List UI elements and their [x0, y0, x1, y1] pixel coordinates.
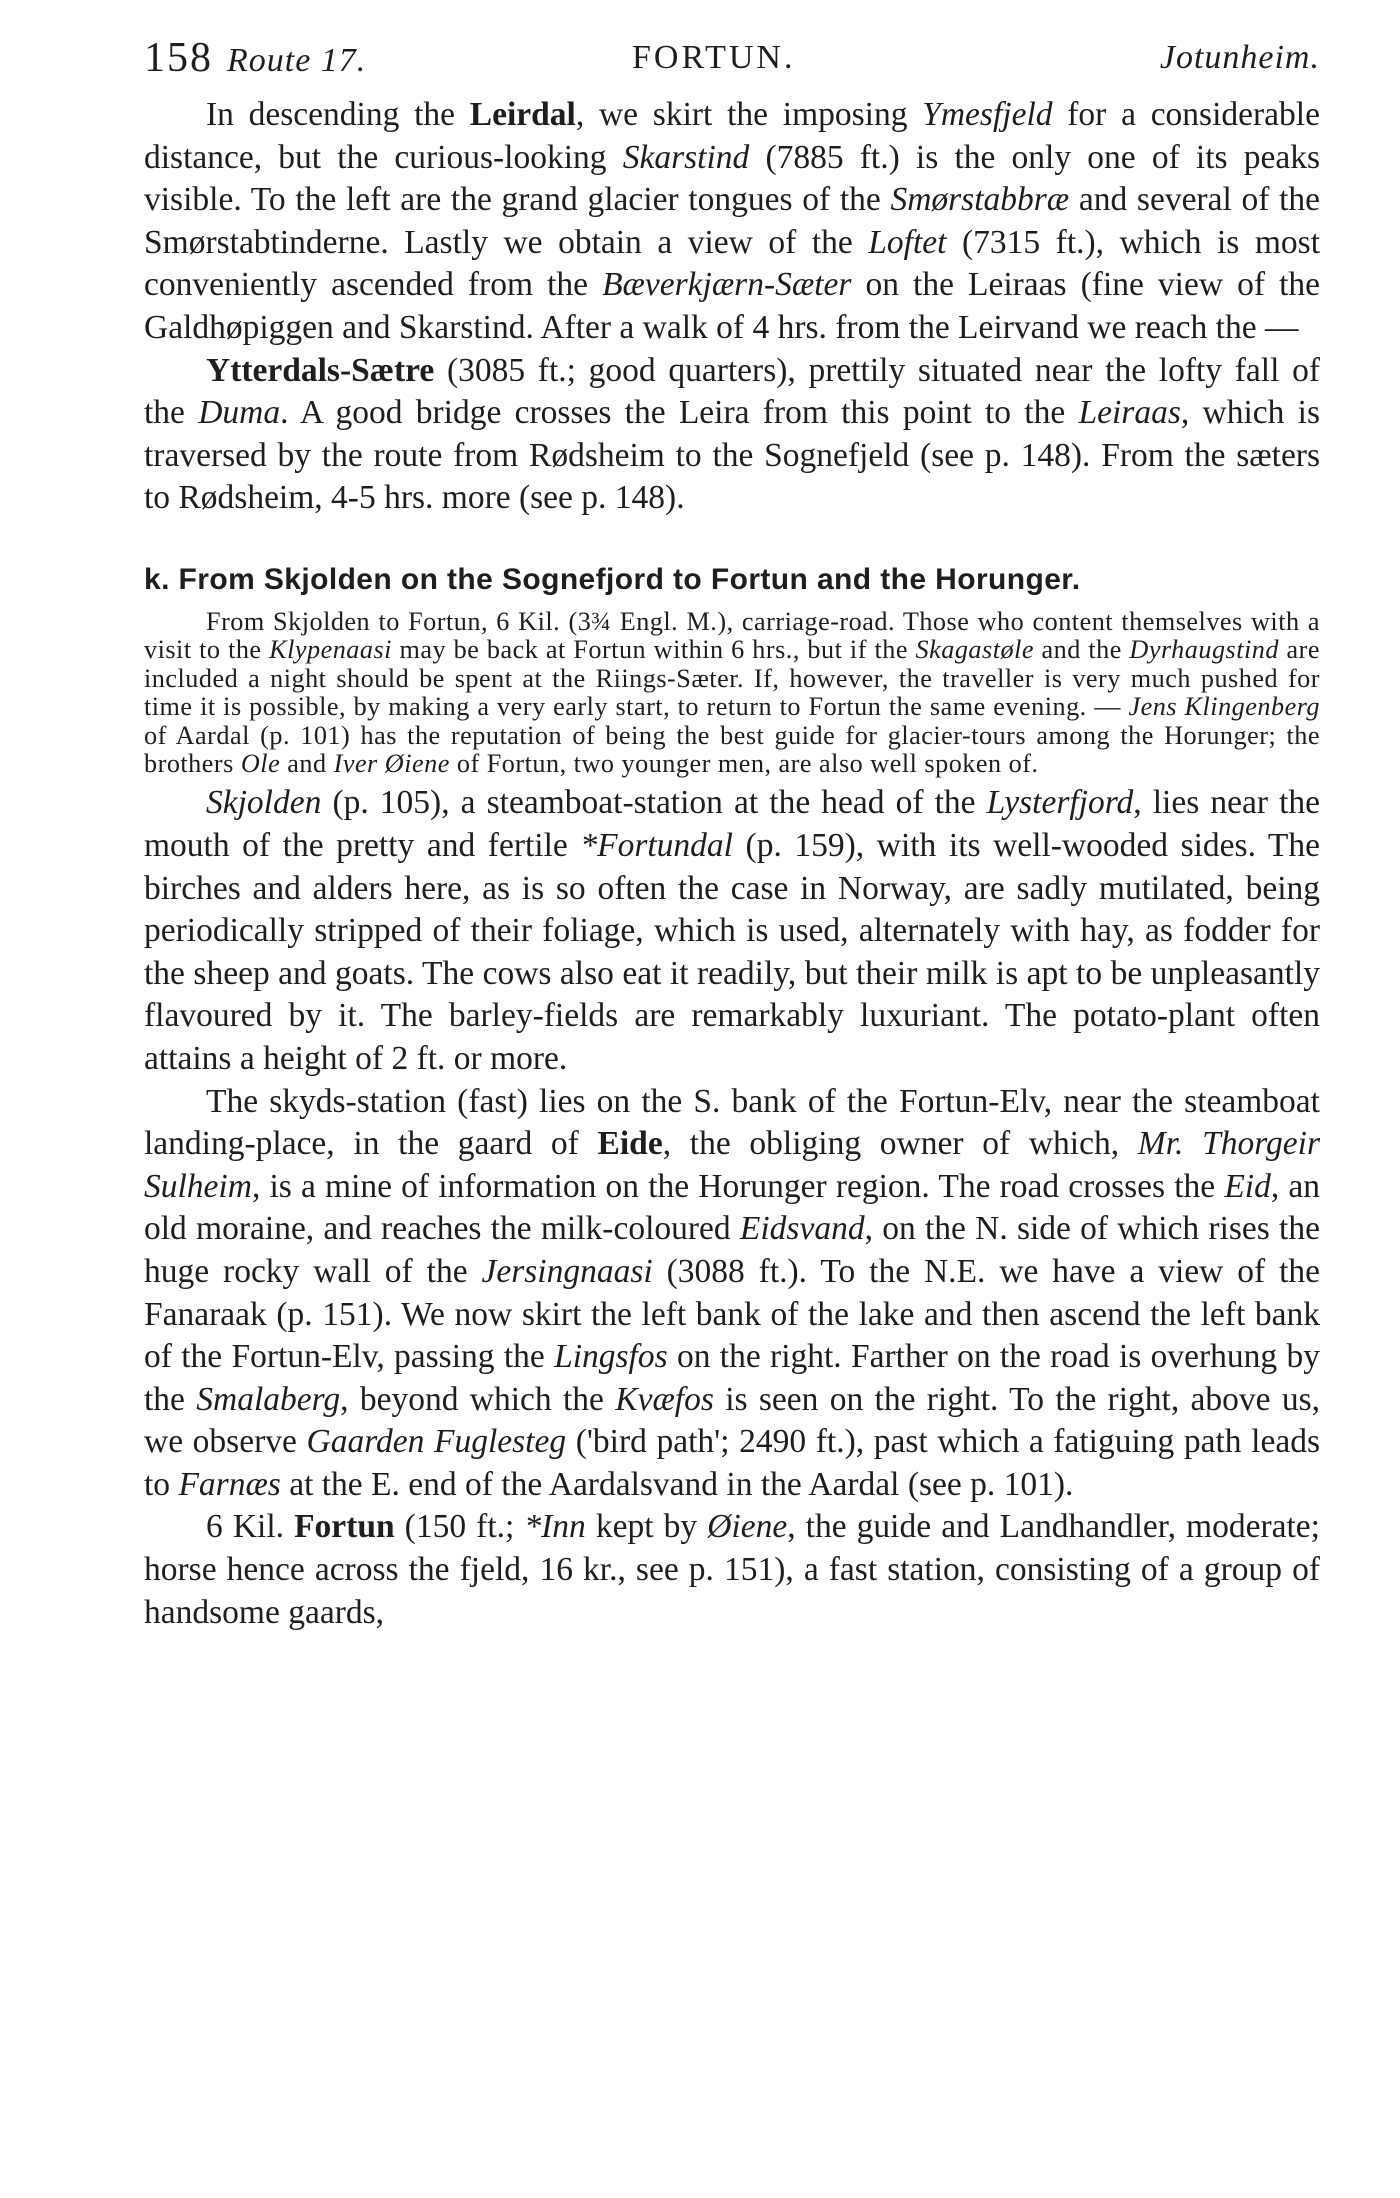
italic-term: Mr. Thorgeir Sulheim	[144, 1125, 1321, 1205]
italic-term: Skjolden	[206, 784, 322, 822]
header-left	[144, 22, 366, 97]
italic-term: Klypenaasi	[269, 635, 392, 665]
paragraph-skjolden	[144, 782, 1320, 1080]
italic-term: *Inn	[524, 1508, 586, 1546]
text-run: (p. 105), a steamboat-station at the head of the	[321, 784, 987, 822]
text-run: and the	[1033, 635, 1130, 665]
book-page	[144, 22, 1320, 1634]
text-run: The skyds-station (fast) lies on the S. bank of the Fortun-Elv, near the steamboat landing-place, in the gaard of	[144, 1082, 1320, 1163]
text-run: , an old moraine, and reaches the milk-coloured	[144, 1167, 1321, 1248]
bold-term: Fortun	[294, 1508, 395, 1546]
text-run: and	[280, 748, 334, 778]
text-run: , on the N. side of which rises the huge rocky wall of the	[144, 1210, 1320, 1290]
text-run: for a considerable distance, but the curious-looking	[144, 96, 1320, 176]
italic-term: Jens Klingenberg	[1128, 692, 1321, 722]
text-run: (3088 ft.). To the N.E. we have a view of the Fanaraak (p. 151). We now skirt the left bank of the lake and then ascend the left bank of the Fortun-Elv, passing the	[144, 1252, 1321, 1376]
text-run: From Skjolden to Fortun, 6 Kil. (3¾ Engl. M.), carriage-road. Those who content themselves with a visit to the	[144, 606, 1320, 665]
italic-term: Eid	[1224, 1167, 1271, 1205]
italic-term: *Fortundal	[580, 826, 733, 864]
italic-term: Ymesfjeld	[922, 96, 1053, 133]
section-heading: k. From Skjolden on the Sognefjord to Fortun and the Horunger.	[144, 562, 1081, 596]
paragraph-route-note	[144, 608, 1320, 778]
italic-term: Eidsvand	[739, 1210, 865, 1248]
text-run: at the E. end of the Aardalsvand in the Aardal (see p. 101).	[280, 1465, 1074, 1503]
italic-term: Ole	[240, 748, 281, 778]
text-run: . A good bridge crosses the Leira from this point to the	[280, 394, 1079, 432]
paragraph-fortun	[144, 1506, 1320, 1634]
italic-term: Jersingnaasi	[481, 1252, 653, 1290]
text-run: In descending the	[206, 96, 470, 133]
text-run: 6 Kil.	[206, 1508, 295, 1546]
page-number: 158	[144, 35, 213, 81]
italic-term: Smalaberg	[196, 1380, 341, 1418]
italic-term: Farnæs	[178, 1465, 281, 1503]
page-title: FORTUN.	[632, 39, 796, 76]
italic-term: Øiene	[707, 1508, 788, 1546]
text-run: (7885 ft.) is the only one of its peaks visible. To the left are the grand glacier tongues of the	[144, 138, 1320, 219]
italic-term: Lingsfos	[554, 1338, 668, 1376]
text-run: on the Leiraas (fine view of the Galdhøpiggen and Skarstind. After a walk of 4 hrs. from the Leirvand we reach the —	[144, 266, 1320, 346]
region-label: Jotunheim.	[1159, 39, 1320, 76]
text-run: may be back at Fortun within 6 hrs., but if the	[391, 635, 916, 665]
text-run: (150 ft.;	[394, 1508, 525, 1546]
text-run: are included a night should be spent at the Riings-Sæter. If, however, the traveller is very much pushed for time it is possible, by making a very early start, to return to Fortun the same evening. —	[144, 635, 1320, 722]
italic-term: Skagastøle	[915, 635, 1034, 665]
bold-term: Ytterdals-Sætre	[206, 351, 435, 389]
italic-term: Iver Øiene	[333, 748, 450, 778]
italic-term: Duma	[198, 394, 281, 432]
text-run: and several of the Smørstabtinderne. Lastly we obtain a view of the	[144, 181, 1320, 261]
paragraph-ytterdals	[144, 350, 1320, 520]
text-run: (7315 ft.), which is most conveniently ascended from the	[144, 223, 1321, 304]
italic-term: Leiraas	[1078, 394, 1181, 432]
text-run: ('bird path'; 2490 ft.), past which a fatiguing path leads to	[144, 1423, 1321, 1503]
italic-term: Bæverkjærn-Sæter	[602, 266, 852, 304]
italic-term: Loftet	[868, 223, 947, 261]
italic-term: Gaarden Fuglesteg	[306, 1423, 567, 1461]
text-run: on the right. Farther on the road is overhung by the	[144, 1338, 1320, 1418]
route-label: Route 17.	[227, 42, 367, 79]
text-run: (3085 ft.; good quarters), prettily situated near the lofty fall of the	[144, 351, 1320, 432]
text-run: is seen on the right. To the right, above us, we observe	[144, 1380, 1320, 1461]
paragraph-leirdal	[144, 94, 1320, 350]
running-header	[144, 22, 1320, 94]
italic-term: Smørstabbræ	[890, 181, 1070, 219]
bold-term: Leirdal	[469, 96, 576, 133]
text-run: of Fortun, two younger men, are also well spoken of.	[449, 748, 1039, 778]
text-run: kept by	[585, 1508, 708, 1546]
italic-term: Lysterfjord	[986, 784, 1134, 822]
text-run: (p. 159), with its well-wooded sides. The birches and alders here, as is so often the case in Norway, are sadly mutilated, being periodically stripped of their foliage, which is used, alternately with hay, as fodder for the sheep and goats. The cows also eat it readily, but their milk is apt to be unpleasantly flavoured by it. The barley-fields are remarkably luxuriant. The potato-plant often attains a height of 2 ft. or more.	[144, 826, 1320, 1077]
italic-term: Skarstind	[622, 138, 750, 176]
text-run: , we skirt the imposing	[575, 96, 923, 133]
text-run: of Aardal (p. 101) has the reputation of being the best guide for glacier-tours among the Horunger; the brothers	[144, 720, 1320, 778]
text-run: , beyond which the	[340, 1380, 616, 1418]
text-run: , which is traversed by the route from Rødsheim to the Sognefjeld (see p. 148). From the sæters to Rødsheim, 4-5 hrs. more (see p. 148).	[144, 394, 1320, 517]
bold-term: Eide	[597, 1125, 663, 1163]
text-run: , the obliging owner of which,	[662, 1125, 1138, 1163]
text-run: , lies near the mouth of the pretty and fertile	[144, 784, 1320, 864]
text-run: , the guide and Landhandler, moderate; horse hence across the fjeld, 16 kr., see p. 151), a fast station, consisting of a group of handsome gaards,	[144, 1508, 1320, 1631]
paragraph-skyds-station	[144, 1081, 1320, 1507]
text-run: , is a mine of information on the Horunger region. The road crosses the	[251, 1167, 1225, 1205]
italic-term: Dyrhaugstind	[1129, 635, 1279, 665]
italic-term: Kvæfos	[615, 1380, 714, 1418]
